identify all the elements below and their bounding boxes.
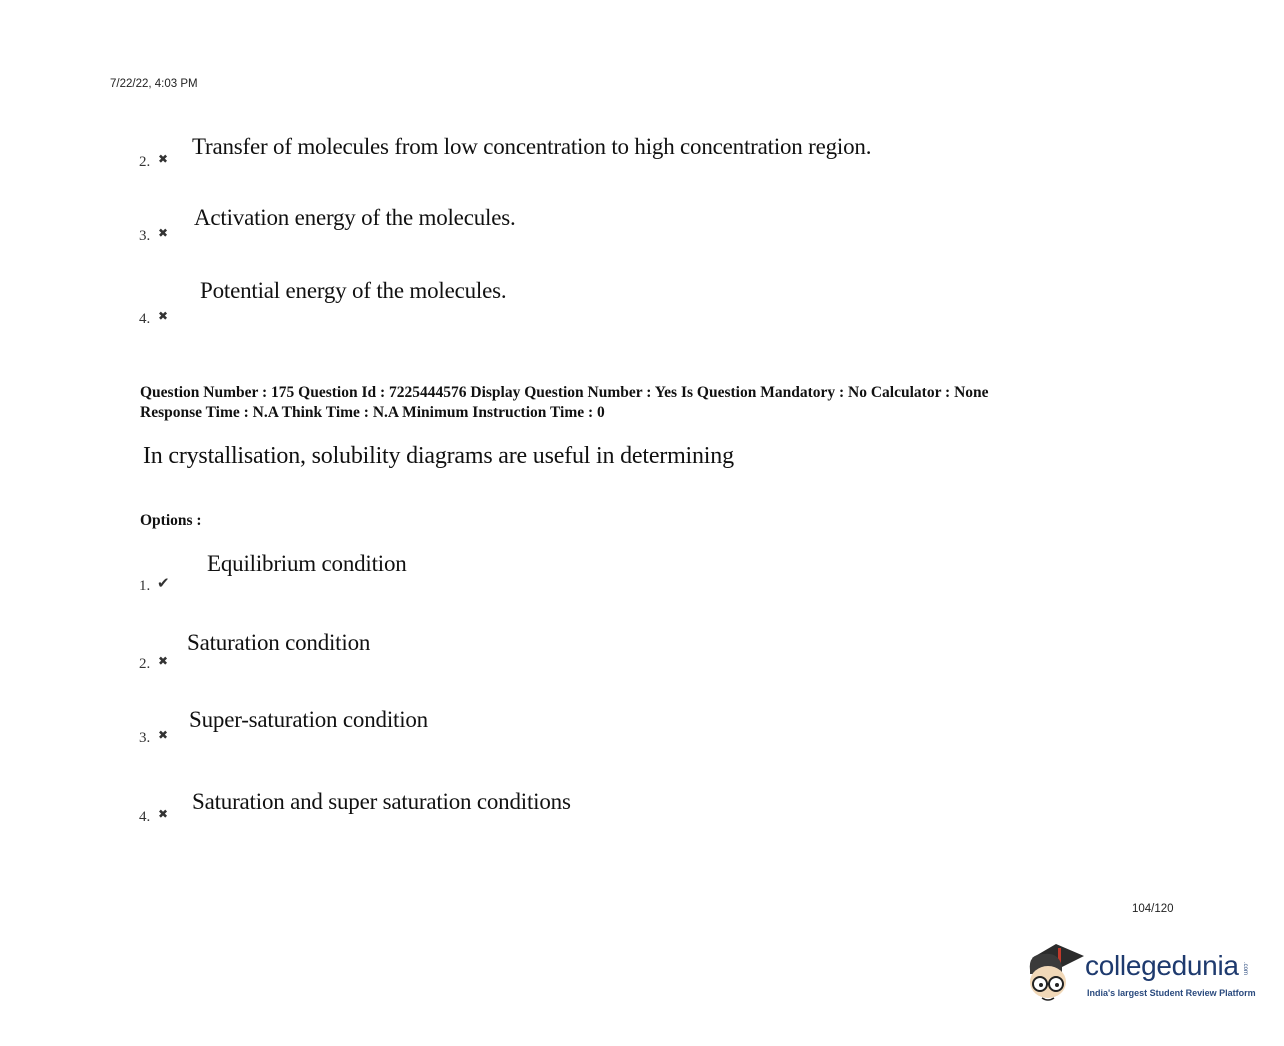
- check-icon: ✔: [157, 576, 170, 592]
- option-number: 3.: [139, 730, 151, 746]
- cross-icon: ✖: [158, 226, 169, 240]
- cross-icon: ✖: [158, 152, 169, 166]
- question-meta-line1: Question Number : 175 Question Id : 7225444576 Display Question Number : Yes Is Question Mandatory : No Calculator : None: [140, 384, 989, 401]
- option-number: 2.: [139, 656, 151, 672]
- option-number: 3.: [139, 228, 151, 244]
- option-text: Saturation condition: [187, 630, 371, 655]
- cross-icon: ✖: [158, 654, 169, 668]
- mascot-icon: [1022, 940, 1086, 1008]
- print-timestamp: 7/22/22, 4:03 PM: [110, 78, 198, 90]
- option-number: 1.: [139, 578, 151, 594]
- option-number: 4.: [139, 809, 151, 825]
- option-text: Activation energy of the molecules.: [194, 205, 516, 230]
- logo-suffix: .com: [1242, 962, 1248, 976]
- option-text: Potential energy of the molecules.: [200, 278, 507, 303]
- option-text: Equilibrium condition: [207, 551, 407, 576]
- options-label: Options :: [140, 512, 202, 529]
- cross-icon: ✖: [158, 807, 169, 821]
- option-number: 4.: [139, 311, 151, 327]
- logo-tagline: India's largest Student Review Platform: [1087, 988, 1256, 998]
- option-number: 2.: [139, 154, 151, 170]
- page-number: 104/120: [1132, 903, 1174, 915]
- question-meta-line2: Response Time : N.A Think Time : N.A Minimum Instruction Time : 0: [140, 404, 605, 421]
- logo-wordmark: collegedunia: [1085, 950, 1239, 981]
- option-text: Transfer of molecules from low concentration to high concentration region.: [192, 134, 872, 159]
- option-text: Saturation and super saturation conditions: [192, 789, 571, 814]
- cross-icon: ✖: [158, 309, 169, 323]
- question-text: In crystallisation, solubility diagrams are useful in determining: [143, 443, 734, 469]
- option-text: Super-saturation condition: [189, 707, 428, 732]
- cross-icon: ✖: [158, 728, 169, 742]
